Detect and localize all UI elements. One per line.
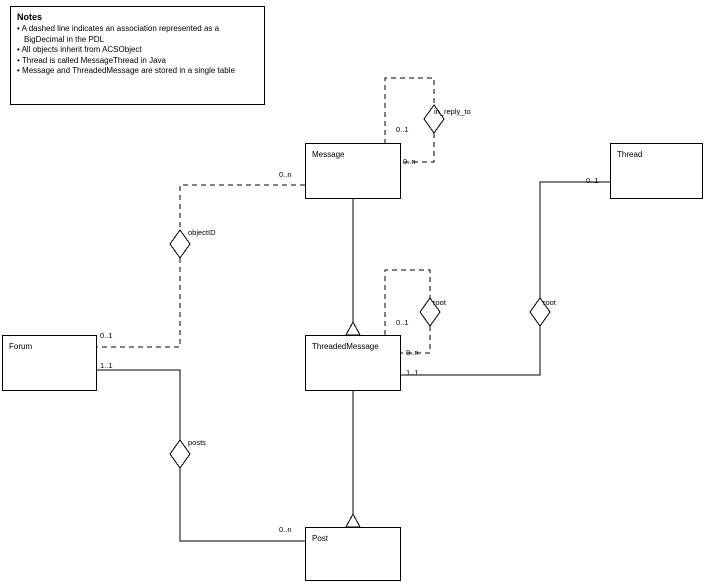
multiplicity-label: 0..1: [586, 176, 599, 185]
note-item: • A dashed line indicates an association represented as a BigDecimal in the PDL: [17, 24, 258, 45]
note-item: • Thread is called MessageThread in Java: [17, 56, 258, 67]
association-label-objectid: objectID: [188, 228, 216, 237]
multiplicity-label: 0..n: [279, 170, 292, 179]
multiplicity-label: 0..1: [396, 125, 409, 134]
notes-list: [11, 24, 264, 81]
class-box-thread[interactable]: [610, 143, 703, 199]
multiplicity-label: 1..1: [100, 361, 113, 370]
association-label-root-thread: root: [543, 298, 556, 307]
multiplicity-label: 0..n: [403, 157, 416, 166]
note-item: • All objects inherit from ACSObject: [17, 45, 258, 56]
multiplicity-label: 0..n: [279, 525, 292, 534]
multiplicity-label: 1..1: [406, 368, 419, 377]
association-label-in-reply-to: in_reply_to: [434, 107, 471, 116]
notes-title: Notes: [17, 12, 43, 22]
class-box-forum[interactable]: [2, 335, 97, 391]
class-name: Post: [312, 534, 329, 543]
note-item: • Message and ThreadedMessage are stored in a single table: [17, 66, 258, 77]
association-label-root-threadedmessage: root: [433, 298, 446, 307]
class-box-post[interactable]: [305, 527, 401, 581]
association-label-posts: posts: [188, 438, 206, 447]
multiplicity-label: 0..n: [406, 348, 419, 357]
notes-box: [10, 6, 265, 105]
class-name: Message: [312, 150, 345, 159]
class-name: Forum: [9, 342, 33, 351]
class-name: ThreadedMessage: [312, 342, 379, 351]
multiplicity-label: 0..1: [396, 318, 409, 327]
class-name: Thread: [617, 150, 643, 159]
multiplicity-label: 0..1: [100, 331, 113, 340]
class-box-threadedmessage[interactable]: [305, 335, 401, 391]
class-box-message[interactable]: [305, 143, 401, 199]
